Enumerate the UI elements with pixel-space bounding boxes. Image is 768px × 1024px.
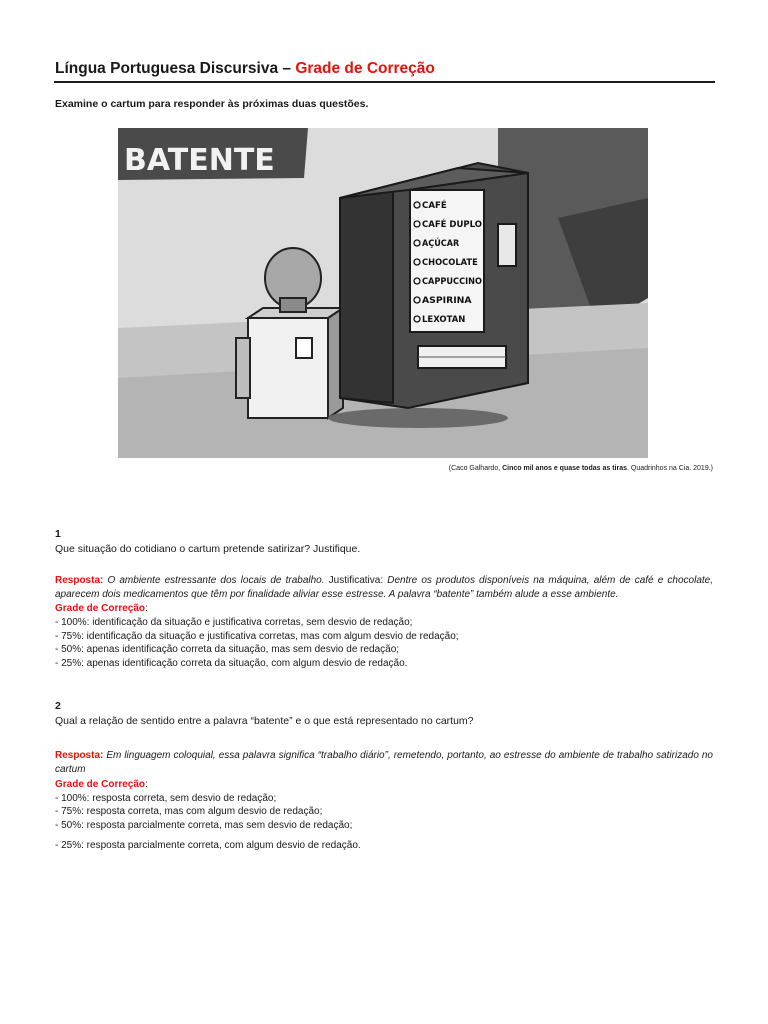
grade-1-title-colon: : <box>145 603 148 614</box>
menu-item-label: CAPPUCCINO <box>422 277 483 287</box>
grade-1-item: - 25%: apenas identificação correta da situação, com algum desvio de redação. <box>55 658 408 669</box>
question-1-number: 1 <box>55 528 61 540</box>
grade-2-title-text: Grade de Correção <box>55 779 146 790</box>
answer-1-main: O ambiente estressante dos locais de trabalho. <box>103 575 325 586</box>
cartoon-image <box>118 128 648 458</box>
cartoon-sign: BATENTE <box>124 143 275 178</box>
question-1-text: Que situação do cotidiano o cartum pretende satirizar? Justifique. <box>55 543 361 555</box>
credit-author: (Caco Galhardo, <box>448 465 503 472</box>
title-divider <box>54 81 715 83</box>
answer-2-text: Em linguagem coloquial, essa palavra significa “trabalho diário”, remetendo, portanto, ao estresse do ambiente de trabalho satirizado no cartum <box>55 750 713 775</box>
question-2-answer <box>55 749 713 776</box>
grade-2-title-colon: : <box>145 779 148 790</box>
page-title-main: Língua Portuguesa Discursiva – <box>55 60 296 77</box>
page-title-highlight: Grade de Correção <box>295 60 435 77</box>
grade-2-item: - 75%: resposta correta, mas com algum desvio de redação; <box>55 806 323 817</box>
grade-2-item: - 25%: resposta parcialmente correta, com algum desvio de redação. <box>55 840 361 851</box>
grade-1-item: - 50%: apenas identificação correta da situação, mas sem desvio de redação; <box>55 644 400 655</box>
intro-instruction: Examine o cartum para responder às próximas duas questões. <box>55 98 369 110</box>
credit-publisher: . Quadrinhos na Cia. 2019.) <box>627 465 713 472</box>
menu-item-label: AÇÚCAR <box>422 239 464 249</box>
answer-1-justification-label: Justificativa: <box>324 575 388 586</box>
menu-item-label: CAFÉ <box>422 201 448 211</box>
question-2-number: 2 <box>55 700 61 712</box>
grade-2-item: - 100%: resposta correta, sem desvio de redação; <box>55 793 277 804</box>
grade-1-title-text: Grade de Correção <box>55 603 146 614</box>
credit-book: Cinco mil anos e quase todas as tiras <box>502 465 627 472</box>
grade-1-item: - 75%: identificação da situação e justificativa corretas, mas com algum desvio de redação; <box>55 631 459 642</box>
grade-2-title <box>55 779 148 790</box>
page-title <box>55 60 715 78</box>
answer-2-label: Resposta: <box>55 750 104 761</box>
menu-item-label: CAFÉ DUPLO <box>422 220 486 230</box>
grade-2-item: - 50%: resposta parcialmente correta, mas sem desvio de redação; <box>55 820 353 831</box>
grade-1-item: - 100%: identificação da situação e justificativa corretas, sem desvio de redação; <box>55 617 413 628</box>
menu-item-label: CHOCOLATE <box>422 258 478 268</box>
question-1-answer <box>55 574 713 601</box>
grade-1-title <box>55 603 148 614</box>
cartoon-credit <box>300 465 713 472</box>
question-2-text: Qual a relação de sentido entre a palavra “batente” e o que está representado no cartum? <box>55 715 474 727</box>
menu-item-label: ASPIRINA <box>422 296 472 306</box>
answer-1-justification: Dentre os produtos disponíveis na máquina, além de café e chocolate, aparecem dois medicamentos que têm por finalidade aliviar esse estresse. A palavra “batente” também alude a esse ambiente. <box>55 575 713 600</box>
menu-item-label: LEXOTAN <box>422 315 466 325</box>
answer-1-label: Resposta: <box>55 575 104 586</box>
